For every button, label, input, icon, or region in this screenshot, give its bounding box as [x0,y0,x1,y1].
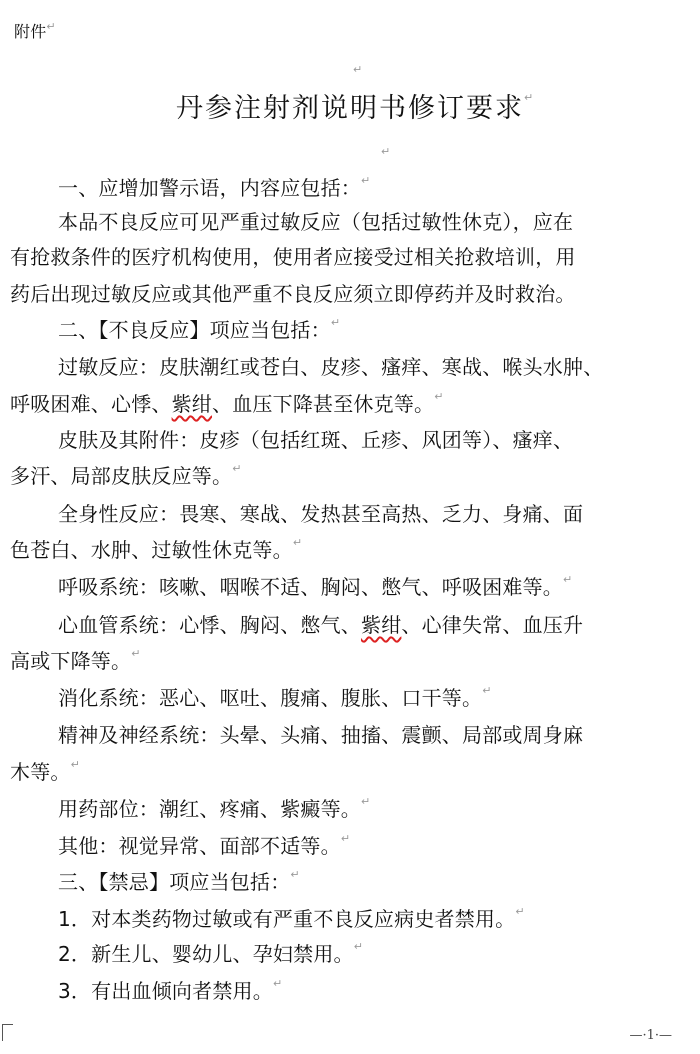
paragraph-mark: ↵ [353,63,363,76]
section3-heading [58,869,700,895]
allergy-text-a: 呼吸困难、心悸、 [10,392,172,416]
cardio-line-1 [58,612,700,638]
neuro-text-2: 木等。 [10,760,71,784]
systemic-line-2 [10,537,700,563]
other-line [58,833,700,859]
spellcheck-word: 紫绀 [171,392,213,416]
section1-line-2: 有抢救条件的医疗机构使用，使用者应接受过相关抢救培训，用 [10,245,576,269]
paragraph-mark: ↵ [515,905,525,918]
paragraph-mark: ↵ [434,390,444,403]
contraindication-item-2 [58,941,700,967]
title-text: 丹参注射剂说明书修订要求 [176,93,524,124]
paragraph-mark: ↵ [340,832,351,845]
respiratory-text: 呼吸系统：咳嗽、咽喉不适、胸闷、憋气、呼吸困难等。 [58,575,563,599]
paragraph-mark: ↵ [290,868,300,881]
allergy-text-c: 、血压下降甚至休克等。 [212,392,435,416]
paragraph-mark: ↵ [232,462,242,475]
section1-line-1: 本品不良反应可见严重过敏反应（包括过敏性休克），应在 [58,210,574,234]
paragraph-mark: ↵ [353,940,364,953]
document-title [0,92,700,126]
skin-line-2 [10,463,700,489]
page-corner-mark [2,1024,13,1041]
allergy-line-1: 过敏反应：皮肤潮红或苍白、皮疹、瘙痒、寒战、喉头水肿、 [58,355,604,379]
systemic-line-1: 全身性反应：畏寒、寒战、发热甚至高热、乏力、身痛、面 [58,502,584,526]
attachment-label [14,21,700,43]
contraindication-item-1 [58,906,700,932]
cardio-text-2: 高或下降等。 [10,649,132,673]
contraindication-text-2: 2．新生儿、婴幼儿、孕妇禁用。 [58,942,354,966]
attachment-text: 附件 [14,22,47,41]
paragraph-mark: ↵ [292,536,303,549]
paragraph-mark: ↵ [381,145,391,158]
contraindication-text-3: 3．有出血倾向者禁用。 [58,979,273,1003]
digestive-text: 消化系统：恶心、呕吐、腹痛、腹胀、口干等。 [58,686,483,710]
paragraph-mark: ↵ [524,91,536,104]
site-line [58,796,700,822]
digestive-line [58,685,700,711]
skin-line-1: 皮肤及其附件：皮疹（包括红斑、丘疹、风团等）、瘙痒、 [58,428,574,452]
systemic-text-2: 色苍白、水肿、过敏性休克等。 [10,538,293,562]
paragraph-mark: ↵ [70,758,81,771]
paragraph-mark: ↵ [361,795,371,808]
neuro-line-1: 精神及神经系统：头晕、头痛、抽搐、震颤、局部或周身麻 [58,723,584,747]
neuro-line-2 [10,759,700,785]
spellcheck-word: 紫绀 [361,613,402,637]
skin-text-2: 多汗、局部皮肤反应等。 [10,464,233,488]
paragraph-mark: ↵ [563,573,573,586]
cardio-text-c: 、心律失常、血压升 [401,613,584,637]
section1-heading [58,175,700,201]
section1-heading-text: 一、应增加警示语，内容应包括： [58,176,361,200]
site-text: 用药部位：潮红、疼痛、紫癜等。 [58,797,361,821]
cardio-line-2 [10,648,700,674]
paragraph-mark: ↵ [131,647,141,660]
respiratory-line [58,574,700,600]
section2-heading-text: 二、【不良反应】项应当包括： [58,318,331,342]
cardio-text-a: 心血管系统：心悸、胸闷、憋气、 [58,613,361,637]
section3-heading-text: 三、【禁忌】项应当包括： [58,870,291,894]
paragraph-mark: ↵ [46,20,56,33]
paragraph-mark: ↵ [330,316,341,329]
section2-heading [58,317,700,343]
paragraph-mark: ↵ [482,684,492,697]
paragraph-mark: ↵ [361,174,371,187]
paragraph-mark: ↵ [272,977,283,990]
other-text: 其他：视觉异常、面部不适等。 [58,834,341,858]
contraindication-item-3 [58,978,700,1004]
contraindication-text-1: 1．对本类药物过敏或有严重不良反应病史者禁用。 [58,907,516,931]
section1-line-3: 药后出现过敏反应或其他严重不良反应须立即停药并及时救治。 [10,282,576,306]
page-number: —·1·— [629,1028,672,1043]
allergy-line-2 [10,391,700,417]
